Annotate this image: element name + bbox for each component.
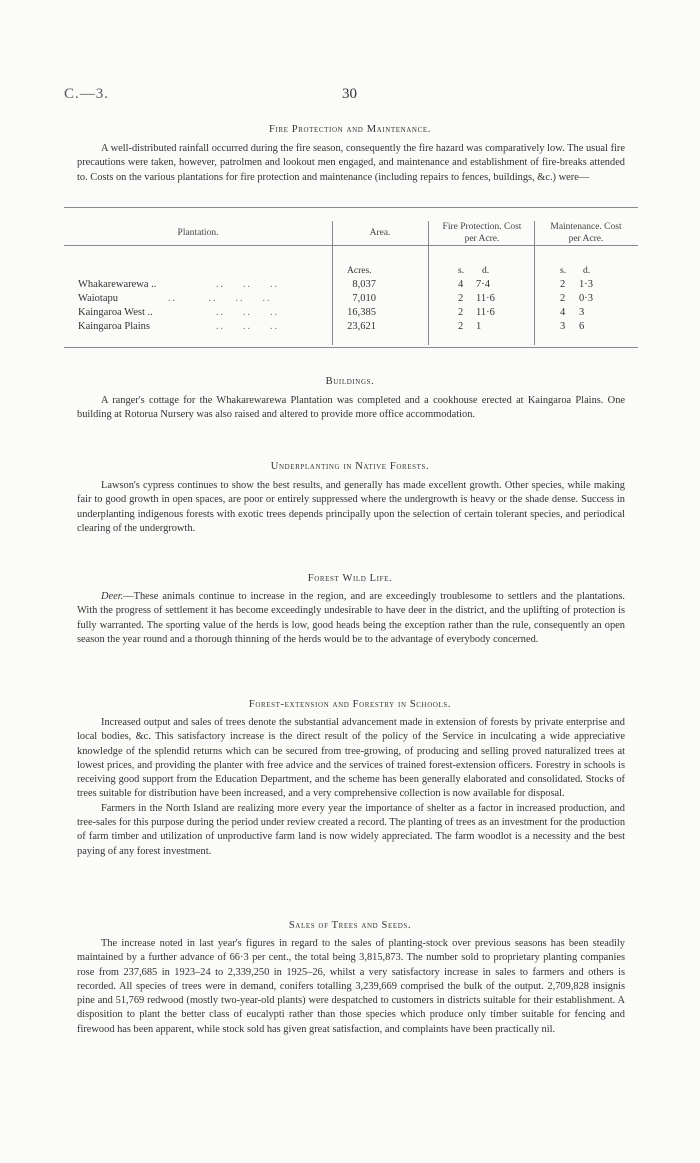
leader-dots: .. .. .. ..: [168, 293, 272, 304]
section-heading-forest-extension: Forest-extension and Forestry in Schools.: [248, 699, 452, 710]
paragraph-wildlife: [77, 590, 625, 647]
paragraph-text: Farmers in the North Island are realizing more every year the importance of shelter as a factor in increased production, and tree-sales for this purpose during the period under review created a record. The planting of trees as an investment for the production of farm timber and utilization of unproductive farm land is now widely appreciated. The farm woodlot is a necessity and the best paying of any forest investment.: [77, 802, 626, 857]
page-number: 30: [342, 86, 357, 102]
paragraph-body: —These animals continue to increase in the region, and are exceedingly troublesome to settlers and the plantations. With the progress of settlement it has become exceedingly undesirable to have deer in the district, and the uplifting of protection is fully warranted. The sporting value of the herds is low, good heads being the exception rather than the rule, consequently an open season the year round and a thorough thinning of the herds would be to the advantage of everybody concerned.: [77, 591, 625, 645]
row-maint-shillings: 2: [560, 293, 566, 304]
row-maint-pence: 1·3: [579, 279, 593, 290]
row-area: 23,621: [347, 321, 376, 332]
leader-dots: .. .. ..: [216, 307, 279, 318]
header-fire-protection: Fire Protection. Cost per Acre.: [442, 222, 522, 244]
row-fire-shillings: 2: [458, 307, 464, 318]
section-heading-wildlife: Forest Wild Life.: [307, 573, 393, 584]
header-area: Area.: [369, 228, 391, 238]
row-plantation-name: Whakarewarewa ..: [78, 279, 157, 290]
row-area: 7,010: [352, 293, 376, 304]
paragraph-text: Lawson's cypress continues to show the best results, and generally has made excellent growth. Other species, while making fair to good growth in open spaces, are poor or entirely suppressed where the undergrowth is heavy or the shade dense. Success in underplanting indigenous forests with exotic trees depends principally upon the selection of certain tolerant species, and periodical clearing of the undergrowth.: [77, 480, 625, 534]
table-bottom-rule: [64, 347, 638, 348]
row-fire-pence: 7·4: [476, 279, 490, 290]
paragraph-fire-protection: [77, 142, 625, 185]
header-maintenance: Maintenance. Cost per Acre.: [550, 222, 622, 244]
costs-table: [64, 207, 638, 349]
leader-dots: .. .. ..: [216, 321, 279, 332]
section-heading-sales: Sales of Trees and Seeds.: [288, 920, 412, 931]
row-plantation-name: Kaingaroa Plains: [78, 321, 151, 332]
row-area: 16,385: [347, 307, 376, 318]
table-top-rule: [64, 207, 638, 208]
row-maint-shillings: 3: [560, 321, 566, 332]
row-maint-shillings: 2: [560, 279, 566, 290]
leader-dots: .. .. ..: [216, 279, 279, 290]
column-divider: [428, 221, 429, 345]
row-fire-shillings: 2: [458, 321, 464, 332]
section-heading-buildings: Buildings.: [325, 376, 375, 387]
paragraph-underplanting: [77, 479, 625, 536]
section-heading-fire-protection: Fire Protection and Maintenance.: [269, 124, 431, 135]
unit-maint-pence: d.: [583, 266, 591, 276]
paragraph-buildings: [77, 394, 625, 423]
paragraph-sales: [77, 937, 625, 1037]
document-reference: C.—3.: [64, 86, 110, 102]
paragraph-text: Increased output and sales of trees denote the substantial advancement made in extension of forests by private enterprise and local bodies, &c. This satisfactory increase is the direct result of the policy of the Service in inculcating a wide appreciative knowledge of the splendid returns which can be secured from tree-growing, of producing and selling proved naturalized trees at lowest prices, and providing the planter with free advice and the services of trained forest-extension officers. Forestry in schools is receiving good support from the Education Department, and the scheme has been generally elaborated and consolidated. Stocks of trees suitable for distribution have been increased, and a very comprehensive collection is now available for disposal.: [77, 717, 625, 800]
row-plantation-name: Waiotapu: [78, 293, 118, 304]
row-fire-pence: 11·6: [476, 293, 495, 304]
row-fire-shillings: 4: [458, 279, 464, 290]
row-fire-shillings: 2: [458, 293, 464, 304]
row-fire-pence: 11·6: [476, 307, 495, 318]
paragraph-text: [77, 590, 625, 647]
section-heading-underplanting: Underplanting in Native Forests.: [270, 461, 430, 472]
paragraph-text: The increase noted in last year's figures in regard to the sales of planting-stock over previous seasons has been steadily maintained by a further advance of 66·3 per cent., the total being 3,815,873. The number sold to proprietary planting companies rose from 237,685 in 1923–24 to 2,339,250 in 1925–26, whilst a very satisfactory increase in sales to farmers and others is recorded. All species of trees were in demand, conifers totalling 3,239,669 comprised the bulk of the output. 2,709,828 insignis pine and 51,769 redwood (mostly two-year-old plants) were despatched to customers in districts suitable for their establishment. A disposition to plant the better class of eucalypti rather than those species which produce only timber suitable for fencing and firewood has been apparent, while stock sold has given great satisfaction, and complaints have been practically nil.: [77, 938, 625, 1035]
row-plantation-name: Kaingaroa West ..: [78, 307, 153, 318]
unit-maint-shillings: s.: [560, 266, 567, 276]
paragraph-lead-italic: Deer.: [101, 591, 124, 602]
row-maint-shillings: 4: [560, 307, 566, 318]
row-maint-pence: 6: [579, 321, 585, 332]
unit-fire-pence: d.: [482, 266, 490, 276]
unit-fire-shillings: s.: [458, 266, 465, 276]
row-area: 8,037: [352, 279, 376, 290]
table-header-rule: [64, 245, 638, 246]
row-fire-pence: 1: [476, 321, 482, 332]
paragraph-forest-extension: [77, 716, 625, 859]
header-plantation: Plantation.: [177, 228, 219, 238]
paragraph-text: A ranger's cottage for the Whakarewarewa Plantation was completed and a cookhouse erected at Kaingaroa Plains. One building at Rotorua Nursery was also raised and altered to provide more office accommodation.: [77, 395, 625, 421]
row-maint-pence: 3: [579, 307, 585, 318]
row-maint-pence: 0·3: [579, 293, 593, 304]
unit-acres: Acres.: [347, 266, 372, 276]
column-divider: [534, 221, 535, 345]
paragraph-text: A well-distributed rainfall occurred during the fire season, consequently the fire hazard was comparatively low. The usual fire precautions were taken, however, patrolmen and lookout men engaged, and maintenance and establishment of fire-breaks attended to. Costs on the various plantations for fire protection and maintenance (including repairs to fences, buildings, &c.) were—: [77, 143, 625, 183]
